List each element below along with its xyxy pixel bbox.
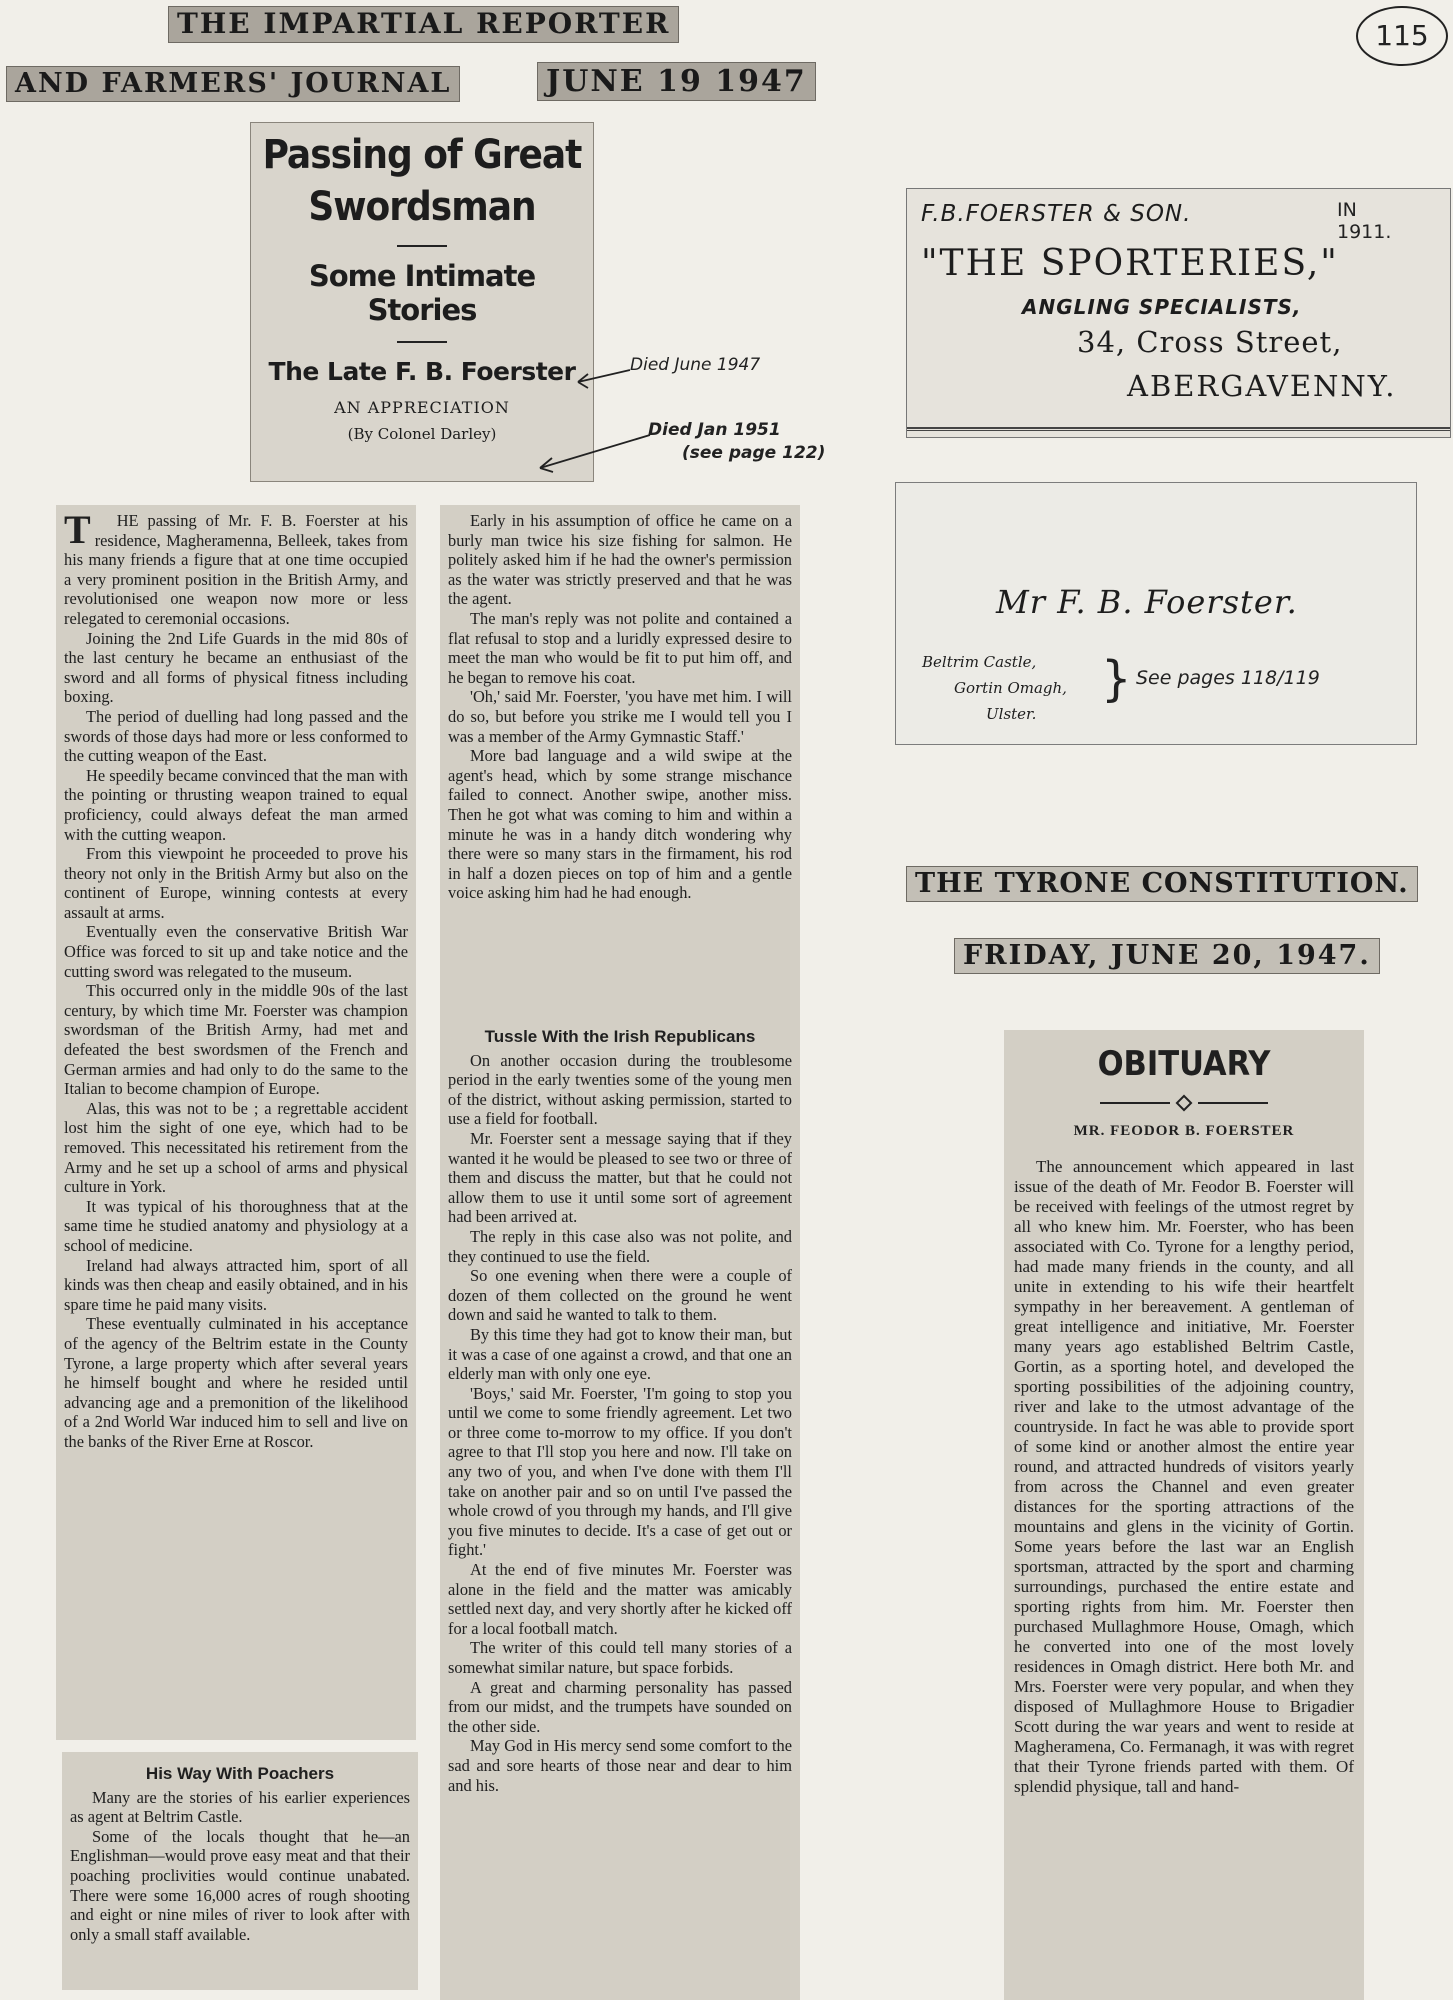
newspaper-subname: AND FARMERS' JOURNAL — [6, 66, 460, 102]
tyrone-date: FRIDAY, JUNE 20, 1947. — [954, 938, 1380, 974]
card-address-3: Ulster. — [986, 705, 1037, 723]
paragraph: The man's reply was not polite and contained a flat refusal to stop and a luridly expressed desire to meet the man who would be fit to put him off, and he began to remove his coat. — [448, 608, 792, 687]
paragraph: It was typical of his thoroughness that at the same time he studied anatomy and physiology at a school of medicine. — [64, 1196, 408, 1255]
paragraph: Some of the locals thought that he—an Englishman—would prove easy meat and that their poaching proclivities would continue unabated. There were some 16,000 acres of rough shooting and eight or nine miles of river to look after with only a small staff available. — [70, 1826, 410, 1944]
paragraph: By this time they had got to know their man, but it was a case of one against a crowd, and that one an elderly man with only one eye. — [448, 1324, 792, 1384]
article-column-2b — [440, 1015, 800, 2000]
paragraph: This occurred only in the middle 90s of the last century, by which time Mr. Foerster was champion swordsman of the British Army, had met and defeated the best swordsmen of the French and German armies and had only to do the same to the Italian to become champion of Europe. — [64, 981, 408, 1099]
newspaper-name: THE IMPARTIAL REPORTER — [168, 6, 679, 43]
sporteries-card — [906, 188, 1451, 438]
paragraph: On another occasion during the troublesome period in the early twenties some of the young men of the district, without asking permission, started to use a field for football. — [448, 1050, 792, 1129]
firm-name: F.B.FOERSTER & SON. — [921, 201, 1192, 227]
ornament-divider — [1014, 1092, 1354, 1112]
sporteries-town: ABERGAVENNY. — [1127, 369, 1397, 403]
subhead: Some Intimate Stories — [308, 259, 536, 327]
note-died: Died June 1947 — [630, 355, 761, 375]
paragraph: Ireland had always attracted him, sport of all kinds was then cheap and easily obtained, and in his spare time he paid many visits. — [64, 1255, 408, 1314]
paragraph: 'Oh,' said Mr. Foerster, 'you have met him. I will do so, but before you strike me I would tell you I was a member of the Army Gymnastic Staff.' — [448, 687, 792, 746]
paragraph: Mr. Foerster sent a message saying that if they wanted it he would be pleased to see two or three of them and discuss the matter, but that he could not allow them to use it until some sort of agreement had been arrived at. — [448, 1128, 792, 1227]
paragraph: More bad language and a wild swipe at the agent's head, which by some strange mischance failed to connect. Another swipe, another miss. Then he got what was coming to him and within a minute he was in a handy ditch wondering why there were so many stars in the firmament, his rod in half a dozen pieces on top of him and a gentle voice asking him had he had enough. — [448, 746, 792, 903]
note-died-2: Died Jan 1951 — [648, 420, 781, 440]
paragraph: Eventually even the conservative British War Office was forced to sit up and take notice and the cutting sword was relegated to the museum. — [64, 922, 408, 981]
obituary-heading: OBITUARY — [1097, 1044, 1271, 1084]
paragraph: So one evening when there were a couple of dozen of them collected on the ground he went down and said he wanted to talk to them. — [448, 1266, 792, 1325]
headline: Passing of Great Swordsman — [262, 132, 582, 230]
paragraph: The reply in this case also was not polite, and they continued to use the field. — [448, 1226, 792, 1266]
card-name: Mr F. B. Foerster. — [996, 583, 1298, 621]
article-column-2 — [440, 505, 800, 1015]
paragraph: From this viewpoint he proceeded to prove his theory not only in the British Army but also on the continent of Europe, winning contests at every assault at arms. — [64, 844, 408, 922]
paragraph: Joining the 2nd Life Guards in the mid 80s of the last century he became an enthusiast of the sword and all forms of physical fitness including boxing. — [64, 628, 408, 707]
paragraph: These eventually culminated in his acceptance of the agency of the Beltrim estate in the County Tyrone, a large property which after several years he himself bought and where he resided until advancing age and a premonition of the likelihood of a 2nd World War induced him to sell and live on the banks of the River Erne at Roscor. — [64, 1314, 408, 1451]
sporteries-subtitle: ANGLING SPECIALISTS, — [1022, 295, 1302, 319]
article-column-1b — [62, 1752, 418, 1990]
sporteries-address: 34, Cross Street, — [1077, 325, 1343, 359]
note-year: IN 1911. — [1337, 199, 1392, 243]
calling-card — [895, 482, 1417, 745]
kicker: AN APPRECIATION — [334, 398, 510, 417]
paragraph: At the end of five minutes Mr. Foerster was alone in the field and the matter was amicably settled next day, and very shortly after he kicked off for a local football match. — [448, 1560, 792, 1638]
card-address-2: Gortin Omagh, — [954, 679, 1067, 697]
obituary-column — [1004, 1030, 1364, 2000]
section-heading: Tussle With the Irish Republicans — [484, 1027, 756, 1046]
note-see-pages: See pages 118/119 — [1136, 667, 1320, 689]
paragraph: He speedily became convinced that the man with the pointing or thrusting weapon trained to equal proficiency, could always defeat the man armed with the cutting weapon. — [64, 765, 408, 844]
newspaper-date: JUNE 19 1947 — [537, 62, 816, 101]
paragraph: The period of duelling had long passed and the swords of those days had more or less conformed to the cutting weapon of the East. — [64, 706, 408, 766]
obituary-paragraph: The announcement which appeared in last issue of the death of Mr. Feodor B. Foerster will be received with feelings of the utmost regret by all who knew him. Mr. Foerster, who has been associated with Co. Tyrone for a lengthy period, had made many friends in the county, and all unite in extending to his wife their heartfelt sympathy in her bereavement. A gentleman of great intelligence and initiative, Mr. Foerster many years ago established Beltrim Castle, Gortin, as a sporting hotel, and developed the sporting possibilities of the adjoining country, river and lake to the utmost advantage of the countryside. In fact he was able to provide sport of some kind or another almost the entire year round, and attracted hundreds of visitors yearly from across the Channel and even greater distances for the sporting attractions of the mountains and glens in the vicinity of Gortin. Some years before the last war an English sportsman, attracted by the sport and charming surroundings, purchased the entire estate and sporting rights from him. Mr. Foerster then purchased Mullaghmore House, Omagh, which he converted into one of the most lovely residences in Omagh district. Here both Mr. and Mrs. Foerster were very popular, and when they disposed of Mullaghmore House to Brigadier Scott during the war years and went to reside at Magheramena, Co. Fermanagh, it was with regret that their Tyrone friends parted with them. Of splendid physique, tall and hand- — [1014, 1157, 1354, 1797]
obituary-subheading: MR. FEODOR B. FOERSTER — [1073, 1122, 1295, 1139]
paragraph: A great and charming personality has passed from our midst, and the trumpets have sounded on the other side. — [448, 1677, 792, 1736]
card-address-1: Beltrim Castle, — [922, 653, 1037, 671]
paragraph: 'Boys,' said Mr. Foerster, 'I'm going to stop you until we come to some friendly agreement. Let two or three come to-morrow to my office. If you don't agree to that I'll stop you here and now. I'll take on any two of you, and when I've done with them I'll take on another pair and so on until I've passed the whole crowd of you through my hands, and I'll give you five minutes to decide. It's a case of get out or fight.' — [448, 1383, 792, 1560]
brace: } — [1101, 651, 1132, 707]
page-number: 115 — [1356, 6, 1448, 66]
paragraph: May God in His mercy send some comfort to the sad and sore hearts of those near and dear to him and his. — [448, 1736, 792, 1795]
article-column-1 — [56, 505, 416, 1740]
sporteries-title: "THE SPORTERIES," — [921, 243, 1339, 284]
byline: (By Colonel Darley) — [347, 425, 497, 443]
section-heading: His Way With Poachers — [145, 1764, 335, 1783]
tyrone-newspaper-name: THE TYRONE CONSTITUTION. — [906, 866, 1418, 902]
card-rule — [907, 427, 1451, 431]
paragraph: Early in his assumption of office he came on a burly man twice his size fishing for salmon. He politely asked him if he had the owner's permission as the water was strictly preserved and that he was the agent. — [448, 511, 792, 609]
divider — [397, 341, 447, 343]
paragraph: THE passing of Mr. F. B. Foerster at his residence, Magheramenna, Belleek, takes from his many friends a figure that at one time occupied a very prominent position in the British Army, and revolutionised one weapon now more or less relegated to ceremonial occasions. — [64, 507, 408, 628]
divider — [397, 245, 447, 247]
note-see-page: (see page 122) — [682, 443, 826, 463]
paragraph: Alas, this was not to be ; a regrettable accident lost him the sight of one eye, which had to be removed. This necessitated his retirement from the Army and he set up a school of arms and physical culture in York. — [64, 1098, 408, 1197]
paragraph: Many are the stories of his earlier experiences as agent at Beltrim Castle. — [70, 1787, 410, 1827]
name-line: The Late F. B. Foerster — [268, 357, 576, 386]
paragraph: The writer of this could tell many stories of a somewhat similar nature, but space forbids. — [448, 1638, 792, 1677]
